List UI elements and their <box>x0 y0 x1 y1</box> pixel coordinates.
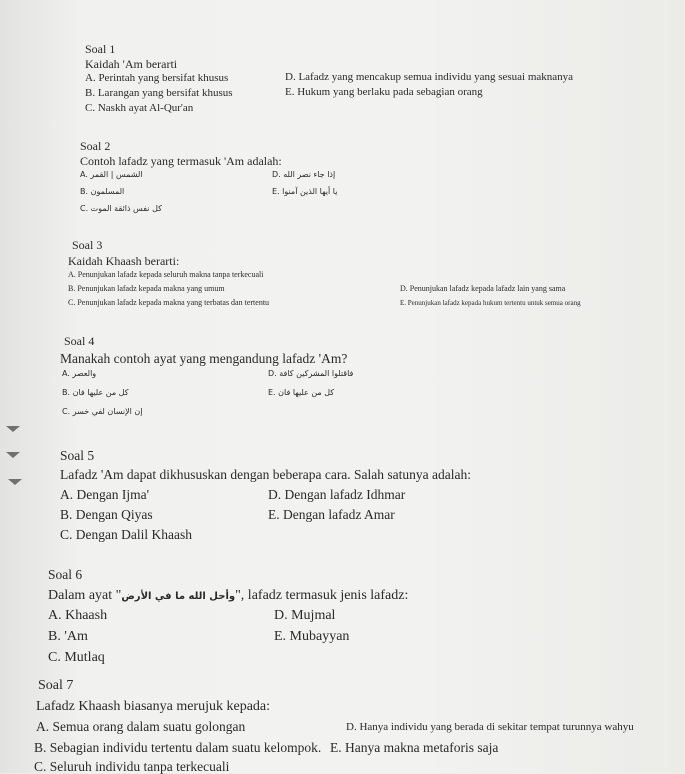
q3-option-e: E. Penunjukan lafadz kepada hukum tertentu untuk semua orang <box>400 299 581 307</box>
q3-option-d: D. Penunjukan lafadz kepada lafadz lain yang sama <box>400 284 566 293</box>
q4-question: Manakah contoh ayat yang mengandung lafadz 'Am? <box>60 351 348 366</box>
q6-option-d: D. Mujmal <box>274 608 336 623</box>
q7-title: Soal 7 <box>38 678 74 693</box>
q2-question: Contoh lafadz yang termasuk 'Am adalah: <box>80 154 282 168</box>
q5-option-a: A. Dengan Ijma' <box>60 487 150 502</box>
q1-option-e: E. Hukum yang berlaku pada sebagian orang <box>285 86 483 98</box>
q7-option-e: E. Hanya makna metaforis saja <box>330 740 499 755</box>
q7-option-b: B. Sebagian individu tertentu dalam suatu kelompok. <box>34 740 322 755</box>
q3-title: Soal 3 <box>72 238 103 252</box>
q7-option-c: C. Seluruh individu tanpa terkecuali <box>34 759 230 774</box>
q6-title: Soal 6 <box>48 567 83 582</box>
q6-option-b: B. 'Am <box>48 629 88 644</box>
q1-option-d: D. Lafadz yang mencakup semua individu yang sesuai maknanya <box>285 71 574 83</box>
q1-title: Soal 1 <box>85 42 116 56</box>
q5-question: Lafadz 'Am dapat dikhususkan dengan beberapa cara. Salah satunya adalah: <box>60 467 472 482</box>
q3-option-b: B. Penunjukan lafadz kepada makna yang umum <box>68 284 225 293</box>
q5-option-d: D. Dengan lafadz Idhmar <box>268 487 406 502</box>
q2-option-e: E. يا أيها الذين آمنوا <box>272 187 338 196</box>
q4-option-b: B. كل من عليها فان <box>62 388 129 397</box>
margin-marker-icon <box>6 452 20 458</box>
q5-title: Soal 5 <box>60 448 95 463</box>
q7-option-d: D. Hanya individu yang berada di sekitar tempat turunnya wahyu <box>346 721 634 733</box>
q2-option-b: B. المسلمون <box>80 187 125 196</box>
q6-option-e: E. Mubayyan <box>274 629 350 644</box>
q4-option-e: E. كل من عليها فان <box>268 388 335 397</box>
q1-option-c: C. Naskh ayat Al-Qur'an <box>85 102 194 114</box>
q6-question-arabic: وأحل الله ما في الأرض <box>121 591 236 602</box>
q7-option-a: A. Semua orang dalam suatu golongan <box>36 719 246 734</box>
q1-question: Kaidah 'Am berarti <box>85 57 178 71</box>
q2-title: Soal 2 <box>80 139 111 153</box>
q2-option-a: A. الشمس | القمر <box>80 170 143 179</box>
q5-option-e: E. Dengan lafadz Amar <box>268 507 395 522</box>
margin-marker-icon <box>8 479 22 485</box>
q7-question: Lafadz Khaash biasanya merujuk kepada: <box>36 699 271 714</box>
q2-option-c: C. كل نفس ذائقة الموت <box>80 204 162 213</box>
q6-question-prefix: Dalam ayat " <box>48 588 122 603</box>
q4-option-d: D. فاقتلوا المشركين كافة <box>268 369 354 378</box>
q4-option-a: A. والعصر <box>62 369 97 378</box>
q3-question: Kaidah Khaash berarti: <box>68 254 180 268</box>
margin-marker-icon <box>6 426 20 432</box>
q1-option-b: B. Larangan yang bersifat khusus <box>85 87 233 99</box>
q4-title: Soal 4 <box>64 334 95 348</box>
q2-option-d: D. إذا جاء نصر الله <box>272 170 336 179</box>
q6-question <box>48 589 408 603</box>
q1-option-a: A. Perintah yang bersifat khusus <box>85 72 229 84</box>
q6-option-a: A. Khaash <box>48 608 108 623</box>
q5-option-c: C. Dengan Dalil Khaash <box>60 527 192 542</box>
q3-option-c: C. Penunjukan lafadz kepada makna yang terbatas dan tertentu <box>68 298 270 307</box>
q6-question-suffix: ", lafadz termasuk jenis lafadz: <box>235 588 409 603</box>
q6-option-c: C. Mutlaq <box>48 650 105 665</box>
q5-option-b: B. Dengan Qiyas <box>60 507 153 522</box>
q4-option-c: C. إن الإنسان لفي خسر <box>62 407 143 416</box>
q3-option-a: A. Penunjukan lafadz kepada seluruh makna tanpa terkecuali <box>68 270 264 279</box>
